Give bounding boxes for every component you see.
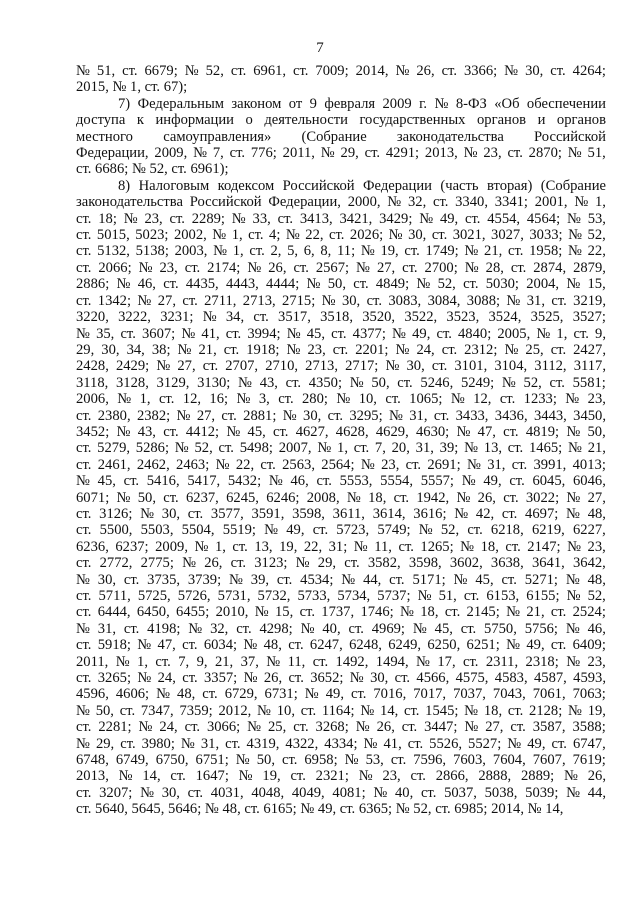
text-line: № 35, ст. 3607; № 41, ст. 3994; № 45, ст. 4377; № 49, ст. 4840; 2005, № 1, ст. 9,: [76, 325, 606, 342]
document-body: [76, 63, 606, 818]
text-line: № 31, ст. 4198; № 32, ст. 4298; № 40, ст. 4969; № 45, ст. 5750, 5756; № 46,: [76, 620, 606, 637]
text-line: Федерации, 2009, № 7, ст. 776; 2011, № 29, ст. 4291; 2013, № 23, ст. 2870; № 51,: [76, 145, 606, 162]
text-line: ст. 2066; № 23, ст. 2174; № 26, ст. 2567; № 27, ст. 2700; № 28, ст. 2874, 2879,: [76, 259, 606, 276]
text-line: № 29, ст. 3980; № 31, ст. 4319, 4322, 4334; № 41, ст. 5526, 5527; № 49, ст. 6747,: [76, 735, 606, 752]
text-line: ст. 5279, 5286; № 52, ст. 5498; 2007, № 1, ст. 7, 20, 31, 39; № 13, ст. 1465; № 21,: [76, 440, 606, 457]
text-line: 2428, 2429; № 27, ст. 2707, 2710, 2713, 2717; № 30, ст. 3101, 3104, 3112, 3117,: [76, 358, 606, 375]
text-line: 3220, 3222, 3231; № 34, ст. 3517, 3518, 3520, 3522, 3523, 3524, 3525, 3527;: [76, 309, 606, 326]
text-line: ст. 18; № 23, ст. 2289; № 33, ст. 3413, 3421, 3429; № 49, ст. 4554, 4564; № 53,: [76, 210, 606, 227]
text-line: № 51, ст. 6679; № 52, ст. 6961, ст. 7009; 2014, № 26, ст. 3366; № 30, ст. 4264;: [76, 63, 606, 79]
text-line: 2886; № 46, ст. 4435, 4443, 4444; № 50, ст. 4849; № 52, ст. 5030; 2004, № 15,: [76, 276, 606, 293]
text-line: 2006, № 1, ст. 12, 16; № 3, ст. 280; № 10, ст. 1065; № 12, ст. 1233; № 23,: [76, 391, 606, 408]
text-line: 6748, 6749, 6750, 6751; № 50, ст. 6958; № 53, ст. 7596, 7603, 7604, 7607, 7619;: [76, 752, 606, 769]
text-line: 3118, 3128, 3129, 3130; № 43, ст. 4350; № 50, ст. 5246, 5249; № 52, ст. 5581;: [76, 374, 606, 391]
text-line: 8) Налоговым кодексом Российской Федерации (часть вторая) (Собрание: [118, 177, 606, 194]
text-line: 7) Федеральным законом от 9 февраля 2009 г. № 8-ФЗ «Об обеспечении: [118, 95, 606, 112]
text-line: ст. 2461, 2462, 2463; № 22, ст. 2563, 2564; № 23, ст. 2691; № 31, ст. 3991, 4013;: [76, 456, 606, 473]
text-line: № 50, ст. 7347, 7359; 2012, № 10, ст. 1164; № 14, ст. 1545; № 18, ст. 2128; № 19,: [76, 702, 606, 719]
paragraph-item-8: [76, 178, 606, 818]
text-line: № 30, ст. 3735, 3739; № 39, ст. 4534; № 44, ст. 5171; № 45, ст. 5271; № 48,: [76, 571, 606, 588]
text-line: 4596, 4606; № 48, ст. 6729, 6731; № 49, ст. 7016, 7017, 7037, 7043, 7061, 7063;: [76, 686, 606, 703]
text-line: ст. 5132, 5138; 2003, № 1, ст. 2, 5, 6, 8, 11; № 19, ст. 1749; № 21, ст. 1958; № 22,: [76, 243, 606, 260]
text-line: законодательства Российской Федерации, 2000, № 32, ст. 3340, 3341; 2001, № 1,: [76, 194, 606, 211]
text-line: местного самоуправления» (Собрание законодательства Российской: [76, 128, 606, 145]
text-line: ст. 5500, 5503, 5504, 5519; № 49, ст. 5723, 5749; № 52, ст. 6218, 6219, 6227,: [76, 522, 606, 539]
text-line: ст. 1342; № 27, ст. 2711, 2713, 2715; № 30, ст. 3083, 3084, 3088; № 31, ст. 3219,: [76, 292, 606, 309]
text-line: 2011, № 1, ст. 7, 9, 21, 37, № 11, ст. 1492, 1494, № 17, ст. 2311, 2318; № 23,: [76, 653, 606, 670]
text-line: 6236, 6237; 2009, № 1, ст. 13, 19, 22, 31; № 11, ст. 1265; № 18, ст. 2147; № 23,: [76, 538, 606, 555]
text-line: ст. 3207; № 30, ст. 4031, 4048, 4049, 4081; № 40, ст. 5037, 5038, 5039; № 44,: [76, 784, 606, 801]
text-line: ст. 2281; № 24, ст. 3066; № 25, ст. 3268; № 26, ст. 3447; № 27, ст. 3587, 3588;: [76, 719, 606, 736]
paragraph-item-7: [76, 96, 606, 178]
text-line: доступа к информации о деятельности государственных органов и органов: [76, 112, 606, 129]
text-line: 6071; № 50, ст. 6237, 6245, 6246; 2008, № 18, ст. 1942, № 26, ст. 3022; № 27,: [76, 489, 606, 506]
text-line: ст. 3265; № 24, ст. 3357; № 26, ст. 3652; № 30, ст. 4566, 4575, 4583, 4587, 4593,: [76, 670, 606, 687]
text-line: ст. 2772, 2775; № 26, ст. 3123; № 29, ст. 3582, 3598, 3602, 3638, 3641, 3642,: [76, 555, 606, 572]
text-line: ст. 5711, 5725, 5726, 5731, 5732, 5733, 5734, 5737; № 51, ст. 6153, 6155; № 52,: [76, 588, 606, 604]
text-line: ст. 6686; № 52, ст. 6961);: [76, 161, 229, 178]
text-line: ст. 3126; № 30, ст. 3577, 3591, 3598, 3611, 3614, 3616; № 42, ст. 4697; № 48,: [76, 505, 606, 522]
text-line: № 45, ст. 5416, 5417, 5432; № 46, ст. 5553, 5554, 5557; № 49, ст. 6045, 6046,: [76, 473, 606, 490]
text-line: 29, 30, 34, 38; № 21, ст. 1918; № 23, ст. 2201; № 24, ст. 2312; № 25, ст. 2427,: [76, 341, 606, 358]
text-line: 2013, № 14, ст. 1647; № 19, ст. 2321; № 23, ст. 2866, 2888, 2889; № 26,: [76, 768, 606, 785]
text-line: 3452; № 43, ст. 4412; № 45, ст. 4627, 4628, 4629, 4630; № 47, ст. 4819; № 50,: [76, 423, 606, 440]
text-line: ст. 5918; № 47, ст. 6034; № 48, ст. 6247, 6248, 6249, 6250, 6251; № 49, ст. 6409;: [76, 637, 606, 654]
text-line: ст. 5640, 5645, 5646; № 48, ст. 6165; № 49, ст. 6365; № 52, ст. 6985; 2014, № 14,: [76, 801, 564, 818]
page-number: 7: [316, 40, 324, 56]
text-line: ст. 5015, 5023; 2002, № 1, ст. 4; № 22, ст. 2026; № 30, ст. 3021, 3027, 3033; № 52,: [76, 227, 606, 244]
text-line: 2015, № 1, ст. 67);: [76, 79, 188, 96]
text-line: ст. 6444, 6450, 6455; 2010, № 15, ст. 1737, 1746; № 18, ст. 2145; № 21, ст. 2524;: [76, 604, 606, 621]
text-line: ст. 2380, 2382; № 27, ст. 2881; № 30, ст. 3295; № 31, ст. 3433, 3436, 3443, 3450,: [76, 407, 606, 424]
paragraph-continuation: [76, 63, 606, 96]
